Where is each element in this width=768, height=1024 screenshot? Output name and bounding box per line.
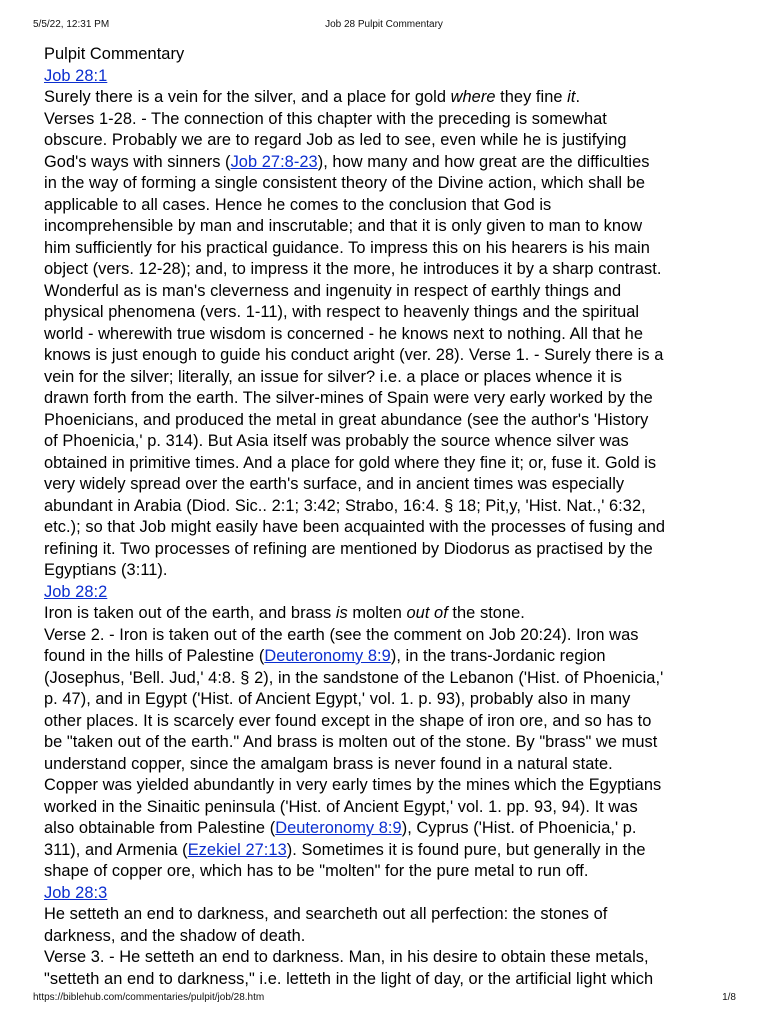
text-line: where bbox=[450, 88, 496, 106]
text-line: He setteth an end to darkness, and searcheth out all perfection: the stones of bbox=[44, 905, 608, 923]
source-url: https://biblehub.com/commentaries/pulpit/job/28.htm bbox=[33, 992, 265, 1003]
text-line: Verses 1-28. - The connection of this chapter with the preceding is somewhat bbox=[44, 109, 607, 128]
page-number: 1/8 bbox=[722, 992, 736, 1003]
text-line: incomprehensible by man and inscrutable; and that it is only given to man to know bbox=[44, 217, 643, 235]
text-line: etc.); so that Job might easily have been acquainted with the processes of fusing and bbox=[44, 518, 666, 536]
text-line: shape of copper ore, which has to be "molten" for the pure metal to run off. bbox=[44, 862, 589, 880]
cross-ref-link-deuteronomy-8-9-second[interactable]: Deuteronomy 8:9 bbox=[275, 819, 402, 837]
text-line bbox=[44, 646, 734, 668]
text-line: . bbox=[575, 88, 581, 106]
text-line: ), how many and how great are the difficulties bbox=[317, 152, 650, 171]
text-line: Iron is taken out of the earth, and brass bbox=[44, 604, 336, 622]
text-line: other places. It is scarcely ever found except in the shape of iron ore, and so has to bbox=[44, 711, 652, 730]
text-line: Phoenicians, and produced the metal in great abundance (see the author's 'History bbox=[44, 410, 649, 429]
text-line: ), in the trans-Jordanic region bbox=[390, 647, 606, 665]
text-line: of Phoenicia,' p. 314). But Asia itself was probably the source whence silver was bbox=[44, 432, 629, 450]
text-line: vein for the silver; literally, an issue for silver? i.e. a place or places whence it is bbox=[44, 367, 623, 386]
text-line bbox=[44, 152, 734, 174]
text-line: (Josephus, 'Bell. Jud,' 4:8. § 2), in the sandstone of the Lebanon ('Hist. of Phoenicia,' bbox=[44, 668, 664, 687]
text-line: God's ways with sinners ( bbox=[44, 152, 231, 171]
document-title: Job 28 Pulpit Commentary bbox=[325, 19, 443, 30]
verse-text-3 bbox=[44, 904, 734, 947]
text-line: abundant in Arabia (Diod. Sic.. 2:1; 3:42; Strabo, 16:4. § 18; Pit,y, 'Hist. Nat.,' 6:32, bbox=[44, 496, 646, 515]
text-line: refining it. Two processes of refining are mentioned by Diodorus as practised by the bbox=[44, 539, 653, 558]
cross-ref-link-deuteronomy-8-9[interactable]: Deuteronomy 8:9 bbox=[264, 647, 391, 665]
text-line bbox=[44, 818, 734, 840]
text-line: found in the hills of Palestine ( bbox=[44, 647, 265, 665]
text-line: p. 47), and in Egypt ('Hist. of Ancient Egypt,' vol. 1. p. 93), probably also in many bbox=[44, 690, 631, 708]
text-line: is bbox=[335, 604, 348, 622]
text-line: knows is just enough to guide his conduct aright (ver. 28). Verse 1. - Surely there is a bbox=[44, 346, 664, 364]
text-line: Wonderful as is man's cleverness and ingenuity in respect of earthly things and bbox=[44, 281, 622, 300]
text-line: object (vers. 12-28); and, to impress it the more, he introduces it by a sharp contrast. bbox=[44, 260, 662, 278]
text-line: ), Cyprus ('Hist. of Phoenicia,' p. bbox=[401, 819, 637, 837]
text-line bbox=[44, 840, 734, 862]
text-line: Copper was yielded abundantly in very early times by the mines which the Egyptians bbox=[44, 776, 662, 794]
print-datetime: 5/5/22, 12:31 PM bbox=[33, 19, 110, 30]
text-line: also obtainable from Palestine ( bbox=[44, 819, 276, 837]
text-line: be "taken out of the earth." And brass is molten out of the stone. By "brass" we must bbox=[44, 733, 658, 751]
text-line: applicable to all cases. Hence he comes to the conclusion that God is bbox=[44, 195, 552, 214]
text-line: him sufficiently for his practical guidance. To impress this on his hearers is his main bbox=[44, 238, 650, 257]
text-line bbox=[44, 582, 734, 604]
verse-link-job-28-3[interactable]: Job 28:3 bbox=[44, 883, 108, 902]
text-line: Surely there is a vein for the silver, and a place for gold bbox=[44, 88, 451, 106]
text-line: physical phenomena (vers. 1-11), with respect to heavenly things and the spiritual bbox=[44, 303, 640, 321]
commentary-verse-3 bbox=[44, 947, 734, 990]
text-line: worked in the Sinaitic peninsula ('Hist. of Ancient Egypt,' vol. 1. pp. 93, 94). It was bbox=[44, 797, 638, 816]
text-line bbox=[44, 883, 734, 905]
text-line: drawn forth from the earth. The silver-mines of Spain were very early worked by the bbox=[44, 389, 653, 407]
text-line: Verse 3. - He setteth an end to darkness. Man, in his desire to obtain these metals, bbox=[44, 948, 649, 966]
text-line: "setteth an end to darkness," i.e. letteth in the light of day, or the artificial light which bbox=[44, 969, 654, 988]
text-line: it bbox=[567, 88, 576, 106]
text-line: they fine bbox=[495, 88, 568, 106]
verse-text-1 bbox=[44, 87, 734, 109]
text-line bbox=[44, 66, 734, 88]
verse-link-job-28-2[interactable]: Job 28:2 bbox=[44, 582, 108, 601]
text-line: Verse 2. - Iron is taken out of the earth (see the comment on Job 20:24). Iron was bbox=[44, 625, 639, 644]
cross-ref-link-ezekiel-27-13[interactable]: Ezekiel 27:13 bbox=[187, 840, 287, 859]
text-line: very widely spread over the earth's surface, and in ancient times was especially bbox=[44, 475, 625, 493]
text-line: obscure. Probably we are to regard Job as led to see, even while he is justifying bbox=[44, 131, 627, 149]
cross-ref-link-job-27-8-23[interactable]: Job 27:8-23 bbox=[230, 152, 318, 171]
commentary-verses-1-28 bbox=[44, 109, 734, 582]
text-line: obtained in primitive times. And a place for gold where they fine it; or, fuse it. Gold is bbox=[44, 453, 657, 472]
text-line: the stone. bbox=[447, 604, 525, 622]
verse-text-2 bbox=[44, 603, 734, 625]
text-line: 311), and Armenia ( bbox=[44, 840, 188, 859]
text-line: molten bbox=[347, 604, 407, 622]
text-line: world - wherewith true wisdom is concerned - he knows next to nothing. All that he bbox=[44, 324, 644, 343]
text-line: understand copper, since the amalgam brass is never found in a natural state. bbox=[44, 754, 613, 773]
text-line: ). Sometimes it is found pure, but generally in the bbox=[286, 840, 646, 859]
page-heading: Pulpit Commentary bbox=[44, 45, 185, 63]
text-line: Egyptians (3:11). bbox=[44, 561, 168, 579]
commentary-body bbox=[44, 44, 734, 990]
text-line: in the way of forming a single consistent theory of the Divine action, which shall be bbox=[44, 174, 646, 192]
commentary-verse-2 bbox=[44, 625, 734, 883]
text-line: out of bbox=[406, 604, 448, 622]
verse-link-job-28-1[interactable]: Job 28:1 bbox=[44, 66, 108, 85]
text-line: darkness, and the shadow of death. bbox=[44, 926, 306, 945]
